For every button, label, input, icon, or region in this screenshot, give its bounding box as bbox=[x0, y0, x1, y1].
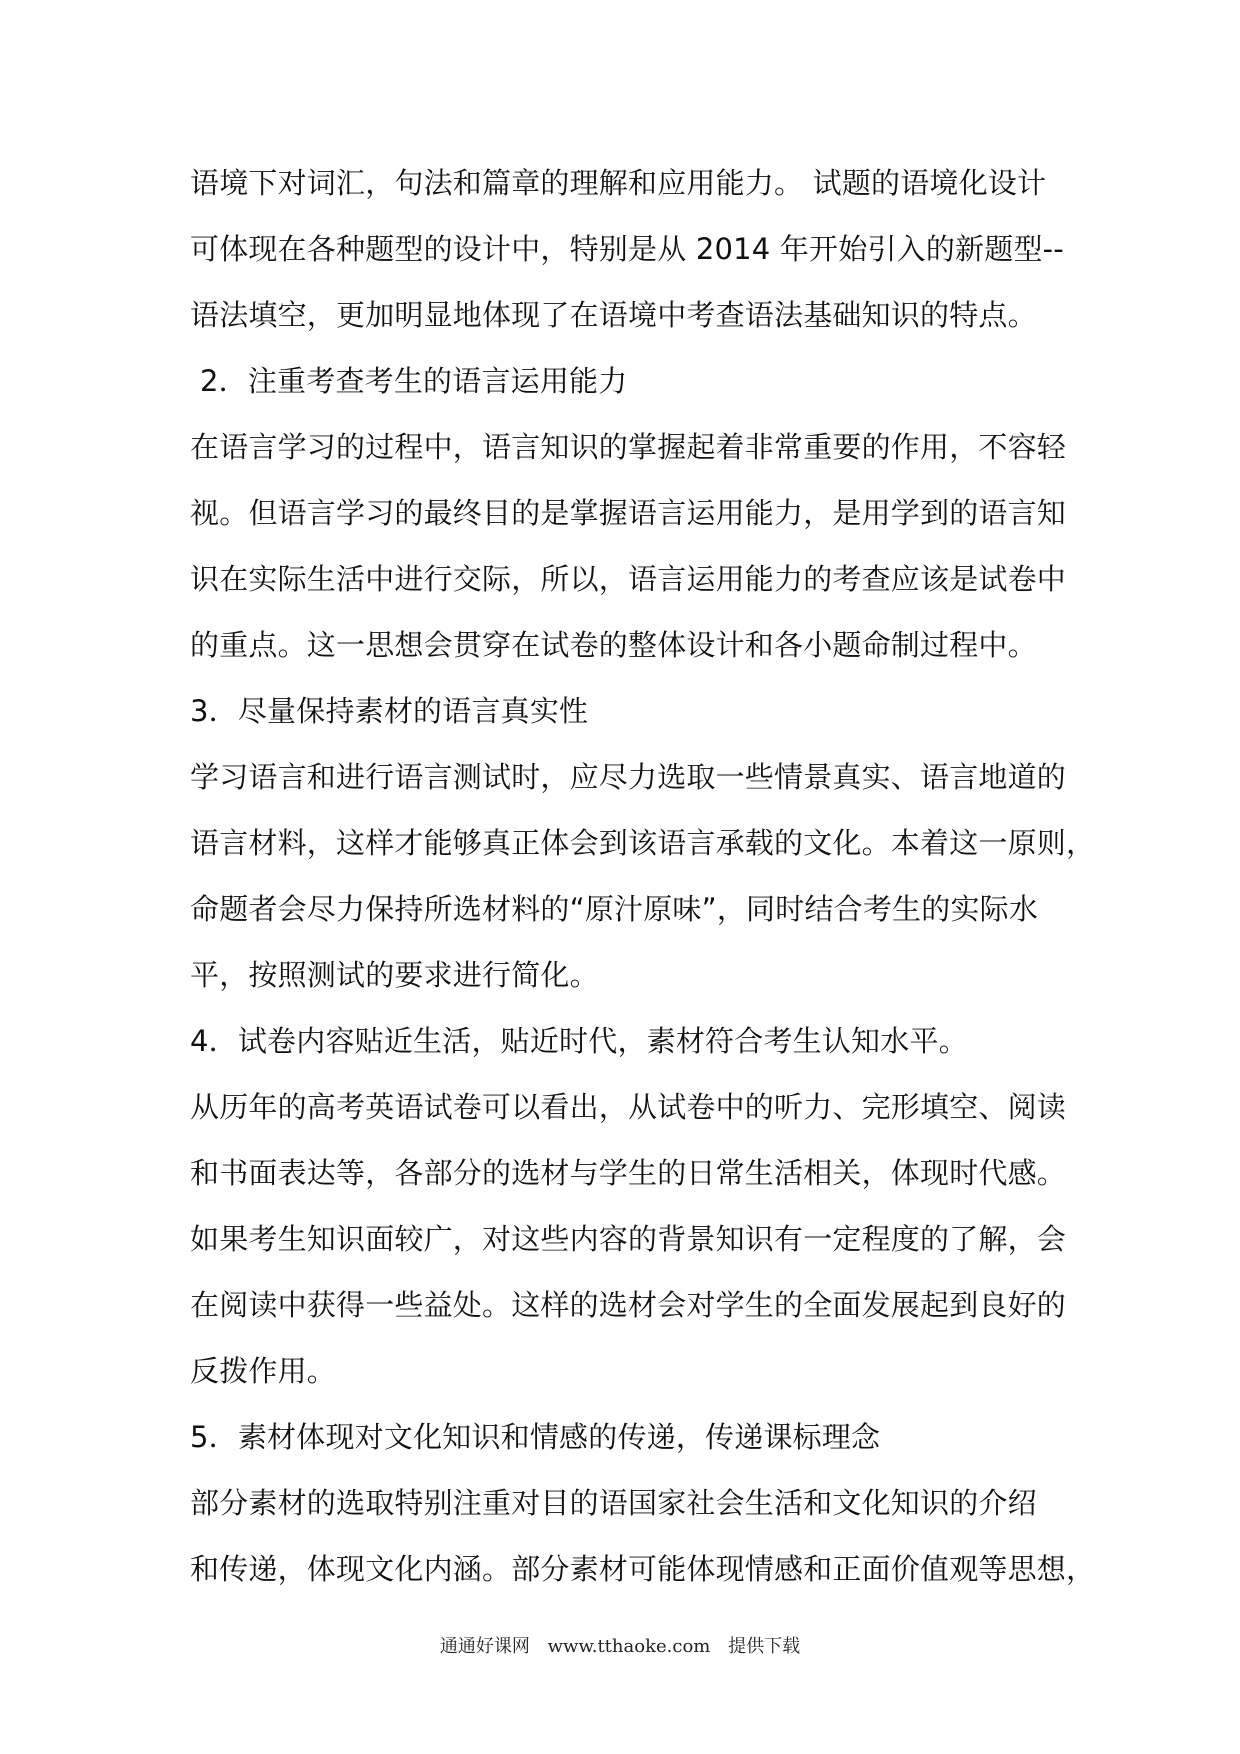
body-line: 平，按照测试的要求进行简化。 bbox=[190, 958, 599, 992]
body-line: 如果考生知识面较广，对这些内容的背景知识有一定程度的了解，会 bbox=[190, 1222, 1067, 1256]
body-line: 的重点。这一思想会贯穿在试卷的整体设计和各小题命制过程中。 bbox=[190, 628, 1037, 662]
body-line: 学习语言和进行语言测试时，应尽力选取一些情景真实、语言地道的 bbox=[190, 760, 1067, 794]
footer-site-name: 通通好课网 bbox=[439, 1636, 530, 1657]
body-line: 可体现在各种题型的设计中，特别是从 2014 年开始引入的新题型-- bbox=[190, 232, 1064, 266]
body-line: 视。但语言学习的最终目的是掌握语言运用能力，是用学到的语言知 bbox=[190, 496, 1067, 530]
body-line: 在阅读中获得一些益处。这样的选材会对学生的全面发展起到良好的 bbox=[190, 1288, 1067, 1322]
page-footer bbox=[0, 1632, 1240, 1658]
body-line: 和书面表达等，各部分的选材与学生的日常生活相关，体现时代感。 bbox=[190, 1156, 1067, 1190]
body-line: 识在实际生活中进行交际，所以，语言运用能力的考查应该是试卷中 bbox=[190, 562, 1067, 596]
body-line: 语言材料，这样才能够真正体会到该语言承载的文化。本着这一原则， bbox=[190, 826, 1096, 860]
body-line: 命题者会尽力保持所选材料的“原汁原味”，同时结合考生的实际水 bbox=[190, 892, 1039, 926]
body-line: 部分素材的选取特别注重对目的语国家社会生活和文化知识的介绍 bbox=[190, 1486, 1037, 1520]
section-heading-3: 3．尽量保持素材的语言真实性 bbox=[190, 694, 589, 728]
section-heading-4: 4．试卷内容贴近生活，贴近时代，素材符合考生认知水平。 bbox=[190, 1024, 968, 1058]
section-heading-5: 5．素材体现对文化知识和情感的传递，传递课标理念 bbox=[190, 1420, 881, 1454]
document-body bbox=[190, 160, 1096, 1612]
body-line: 语法填空，更加明显地体现了在语境中考查语法基础知识的特点。 bbox=[190, 298, 1037, 332]
section-heading-2: 2．注重考查考生的语言运用能力 bbox=[200, 364, 628, 398]
footer-suffix: 提供下载 bbox=[728, 1636, 801, 1657]
body-line: 反拨作用。 bbox=[190, 1354, 337, 1388]
body-line: 和传递，体现文化内涵。部分素材可能体现情感和正面价值观等思想， bbox=[190, 1552, 1096, 1586]
body-line: 语境下对词汇，句法和篇章的理解和应用能力。 试题的语境化设计 bbox=[190, 166, 1047, 200]
body-line: 从历年的高考英语试卷可以看出，从试卷中的听力、完形填空、阅读 bbox=[190, 1090, 1067, 1124]
body-line: 在语言学习的过程中，语言知识的掌握起着非常重要的作用，不容轻 bbox=[190, 430, 1067, 464]
footer-url[interactable]: www.tthaoke.com bbox=[547, 1636, 711, 1657]
